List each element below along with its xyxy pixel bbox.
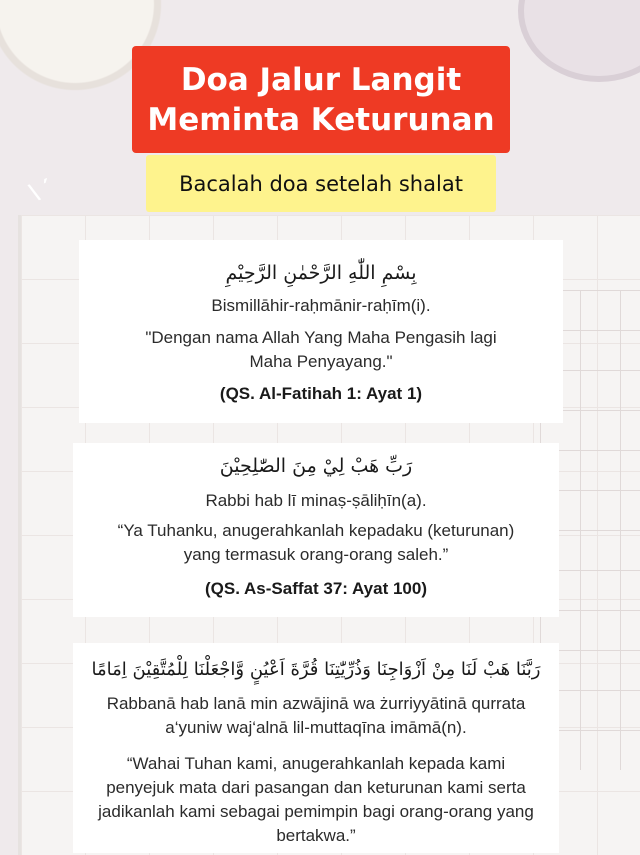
arabic-text: بِسْمِ اللّٰهِ الرَّحْمٰنِ الرَّحِيْمِ [225, 262, 417, 284]
prayer-card-2 [73, 443, 559, 617]
subtitle-text: Bacalah doa setelah shalat [179, 171, 463, 196]
prayer-card-1 [79, 240, 563, 423]
source-reference: (QS. Al-Fatihah 1: Ayat 1) [219, 384, 423, 403]
arabic-text: رَبِّ هَبْ لِيْ مِنَ الصّٰلِحِيْنَ [219, 455, 413, 477]
subtitle-banner [146, 155, 496, 212]
prayer-card-3 [73, 643, 559, 853]
background-cup [518, 0, 640, 82]
transliteration-text: Rabbanā hab lanā min azwājinā wa żurriyyātinā qurrata a‘yuniw waj‘alnā lil-muttaqīna imāmā(n). [106, 694, 526, 737]
meaning-text: “Wahai Tuhan kami, anugerahkanlah kepada kami penyejuk mata dari pasangan dan keturunan kami serta jadikanlah kami sebagai pemimpin bagi orang-orang yang bertakwa.” [98, 754, 534, 845]
page-title-line2: Meminta Keturunan [147, 101, 495, 138]
sparkle-icon: \ ′ [26, 175, 56, 206]
transliteration-text: Rabbi hab lī minaṣ-ṣāliḥīn(a). [205, 491, 427, 510]
arabic-text: رَبَّنَا هَبْ لَنَا مِنْ اَزْوَاجِنَا وَذُرِّيّٰتِنَا قُرَّةَ اَعْيُنٍ وَّاجْعَلْنَا لِلْمُتَّقِيْنَ اِمَامًا [91, 659, 541, 680]
meaning-text: “Ya Tuhanku, anugerahkanlah kepadaku (keturunan) yang termasuk orang-orang saleh.” [117, 521, 515, 564]
transliteration-text: Bismillāhir-raḥmānir-raḥīm(i). [211, 296, 431, 315]
source-reference: (QS. As-Saffat 37: Ayat 100) [204, 579, 427, 598]
meaning-text: "Dengan nama Allah Yang Maha Pengasih lagi Maha Penyayang." [145, 328, 497, 371]
page-title-line1: Doa Jalur Langit [180, 61, 462, 98]
title-banner [132, 46, 510, 153]
